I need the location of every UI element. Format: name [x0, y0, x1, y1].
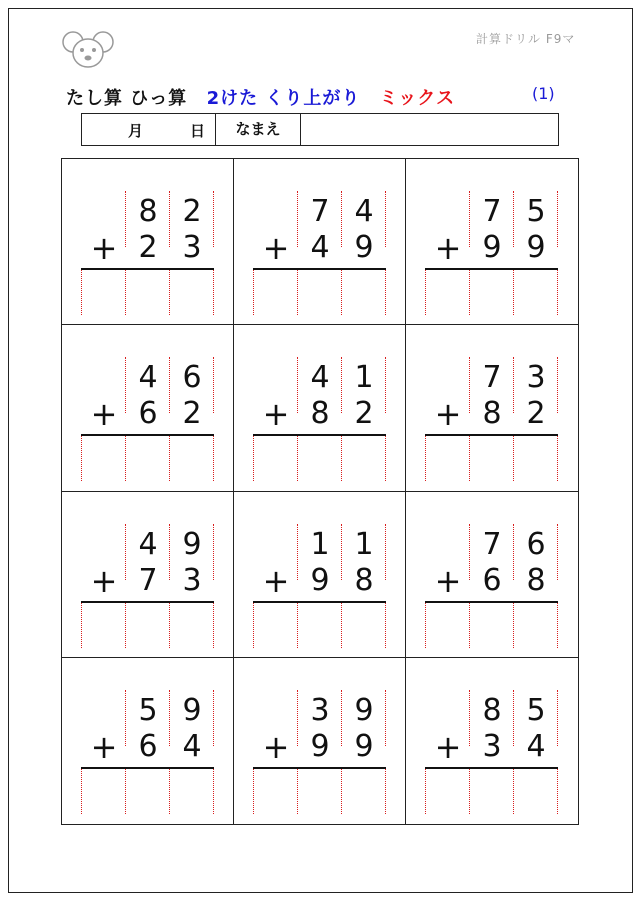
top-ones-digit: 9	[182, 692, 202, 728]
top-tens-digit: 3	[310, 692, 330, 728]
worksheet-title	[66, 84, 467, 110]
guide-line	[341, 768, 342, 814]
problem-cell	[62, 658, 234, 824]
mouse-face-icon	[62, 28, 114, 70]
guide-line	[213, 768, 214, 814]
bottom-tens-digit: 6	[482, 562, 502, 598]
plus-sign: +	[262, 395, 290, 434]
problem-cell	[62, 325, 234, 491]
guide-line	[125, 602, 126, 648]
guide-line	[213, 435, 214, 481]
bottom-ones-digit: 4	[182, 728, 202, 764]
plus-sign: +	[262, 229, 290, 267]
guide-line	[557, 602, 558, 648]
bottom-tens-digit: 6	[138, 728, 158, 764]
guide-line	[425, 768, 426, 814]
top-ones-digit: 9	[354, 692, 374, 728]
guide-line	[557, 435, 558, 481]
plus-sign: +	[262, 561, 290, 600]
top-ones-digit: 3	[526, 360, 546, 396]
guide-line	[385, 435, 386, 481]
top-tens-digit: 7	[310, 194, 330, 229]
bottom-ones-digit: 9	[526, 230, 546, 265]
problem-cell	[406, 159, 578, 325]
guide-line	[169, 768, 170, 814]
brand-label: 計算ドリル F9マ	[476, 32, 576, 46]
top-ones-digit: 5	[526, 692, 546, 728]
title-part-operation: たし算 ひっ算	[66, 88, 188, 109]
bottom-tens-digit: 9	[310, 728, 330, 764]
bottom-ones-digit: 3	[182, 562, 202, 598]
guide-line	[469, 602, 470, 648]
sum-line	[81, 601, 214, 603]
name-field[interactable]	[301, 114, 558, 145]
top-tens-digit: 7	[482, 360, 502, 396]
bottom-tens-digit: 9	[310, 562, 330, 598]
top-ones-digit: 1	[354, 526, 374, 562]
sum-line	[253, 434, 386, 436]
guide-line	[557, 768, 558, 814]
name-date-bar	[81, 113, 559, 146]
top-ones-digit: 2	[182, 194, 202, 229]
bottom-tens-digit: 8	[310, 396, 330, 432]
bottom-ones-digit: 9	[354, 230, 374, 265]
guide-line	[81, 435, 82, 481]
bottom-tens-digit: 4	[310, 230, 330, 265]
guide-line	[253, 768, 254, 814]
guide-line	[513, 435, 514, 481]
top-ones-digit: 1	[354, 360, 374, 396]
bottom-tens-digit: 6	[138, 396, 158, 432]
guide-line	[125, 269, 126, 315]
problem-cell	[62, 492, 234, 658]
plus-sign: +	[262, 727, 290, 766]
guide-line	[385, 269, 386, 315]
sum-line	[253, 767, 386, 769]
title-part-mix: ミックス	[379, 88, 456, 109]
guide-line	[81, 768, 82, 814]
guide-line	[425, 269, 426, 315]
sum-line	[425, 767, 558, 769]
sum-line	[253, 268, 386, 270]
bottom-tens-digit: 2	[138, 230, 158, 265]
guide-line	[297, 269, 298, 315]
problem-cell	[234, 159, 406, 325]
sum-line	[253, 601, 386, 603]
title-part-level: 2けた くり上がり	[206, 88, 361, 109]
guide-line	[425, 435, 426, 481]
top-tens-digit: 4	[310, 360, 330, 396]
bottom-ones-digit: 2	[526, 396, 546, 432]
guide-line	[341, 602, 342, 648]
date-field[interactable]	[82, 114, 216, 145]
guide-line	[81, 269, 82, 315]
sum-line	[425, 268, 558, 270]
sheet-number: (1)	[532, 84, 555, 103]
top-ones-digit: 9	[182, 526, 202, 562]
bottom-tens-digit: 3	[482, 728, 502, 764]
top-tens-digit: 8	[482, 692, 502, 728]
bottom-ones-digit: 2	[182, 396, 202, 432]
guide-line	[513, 602, 514, 648]
plus-sign: +	[434, 561, 462, 600]
plus-sign: +	[434, 727, 462, 766]
guide-line	[297, 435, 298, 481]
sum-line	[81, 434, 214, 436]
sum-line	[425, 434, 558, 436]
guide-line	[385, 768, 386, 814]
guide-line	[469, 768, 470, 814]
guide-line	[341, 269, 342, 315]
plus-sign: +	[90, 727, 118, 766]
guide-line	[253, 435, 254, 481]
guide-line	[469, 269, 470, 315]
guide-line	[513, 269, 514, 315]
bottom-tens-digit: 9	[482, 230, 502, 265]
top-ones-digit: 6	[526, 526, 546, 562]
bottom-ones-digit: 8	[526, 562, 546, 598]
guide-line	[297, 602, 298, 648]
bottom-tens-digit: 7	[138, 562, 158, 598]
top-tens-digit: 1	[310, 526, 330, 562]
plus-sign: +	[90, 229, 118, 267]
guide-line	[297, 768, 298, 814]
problem-grid	[61, 158, 579, 825]
guide-line	[253, 602, 254, 648]
month-label: 月	[128, 122, 144, 140]
sum-line	[81, 268, 214, 270]
guide-line	[513, 768, 514, 814]
bottom-ones-digit: 8	[354, 562, 374, 598]
top-ones-digit: 5	[526, 194, 546, 229]
plus-sign: +	[90, 561, 118, 600]
problem-cell	[234, 492, 406, 658]
bottom-ones-digit: 2	[354, 396, 374, 432]
problem-cell	[234, 658, 406, 824]
top-ones-digit: 6	[182, 360, 202, 396]
top-tens-digit: 5	[138, 692, 158, 728]
guide-line	[469, 435, 470, 481]
guide-line	[425, 602, 426, 648]
top-tens-digit: 4	[138, 360, 158, 396]
problem-cell	[234, 325, 406, 491]
problem-cell	[406, 492, 578, 658]
bottom-tens-digit: 8	[482, 396, 502, 432]
bottom-ones-digit: 3	[182, 230, 202, 265]
top-tens-digit: 8	[138, 194, 158, 229]
plus-sign: +	[434, 229, 462, 267]
sum-line	[81, 767, 214, 769]
top-ones-digit: 4	[354, 194, 374, 229]
problem-cell	[62, 159, 234, 325]
top-tens-digit: 7	[482, 194, 502, 229]
guide-line	[385, 602, 386, 648]
bottom-ones-digit: 4	[526, 728, 546, 764]
guide-line	[169, 269, 170, 315]
plus-sign: +	[90, 395, 118, 434]
guide-line	[213, 269, 214, 315]
guide-line	[125, 768, 126, 814]
guide-line	[253, 269, 254, 315]
top-tens-digit: 4	[138, 526, 158, 562]
day-label: 日	[190, 122, 206, 140]
problem-cell	[406, 325, 578, 491]
guide-line	[341, 435, 342, 481]
plus-sign: +	[434, 395, 462, 434]
sum-line	[425, 601, 558, 603]
bottom-ones-digit: 9	[354, 728, 374, 764]
guide-line	[169, 602, 170, 648]
guide-line	[213, 602, 214, 648]
guide-line	[557, 269, 558, 315]
name-label: なまえ	[216, 114, 301, 145]
problem-cell	[406, 658, 578, 824]
top-tens-digit: 7	[482, 526, 502, 562]
guide-line	[169, 435, 170, 481]
guide-line	[125, 435, 126, 481]
guide-line	[81, 602, 82, 648]
